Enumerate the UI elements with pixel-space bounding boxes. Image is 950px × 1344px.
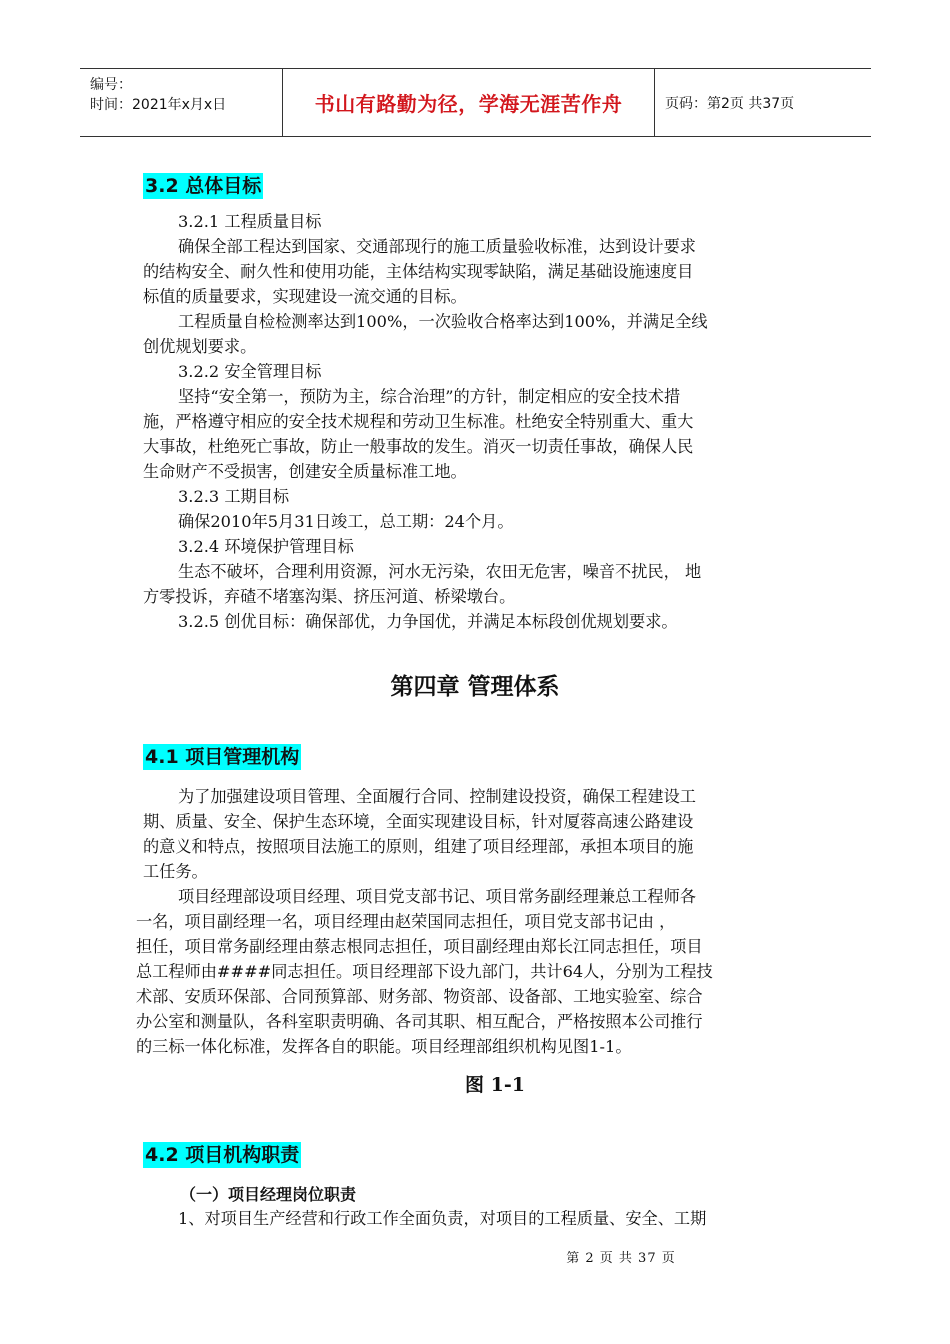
paragraph-line: 3.2.1 工程质量目标 [178, 212, 322, 231]
paragraph-line: 总工程师由####同志担任。项目经理部下设九部门，共计64人，分别为工程技 [136, 962, 713, 981]
paragraph-line: 术部、安质环保部、合同预算部、财务部、物资部、设备部、工地实验室、综合 [136, 987, 703, 1006]
paragraph-line: 方零投诉，弃碴不堵塞沟渠、挤压河道、桥梁墩台。 [143, 587, 516, 606]
page-info: 页码：第2页 共37页 [665, 95, 795, 112]
paragraph-line: 3.2.2 安全管理目标 [178, 362, 322, 381]
page-header [80, 68, 871, 137]
paragraph-line: 一名，项目副经理一名，项目经理由赵荣国同志担任，项目党支部书记由 ， [136, 912, 676, 931]
section-heading-3-2: 3.2 总体目标 [145, 175, 262, 197]
paragraph-line: 坚持“安全第一，预防为主，综合治理”的方针，制定相应的安全技术措 [178, 387, 681, 406]
paragraph-line: 施，严格遵守相应的安全技术规程和劳动卫生标准。杜绝安全特别重大、重大 [143, 412, 694, 431]
motto: 书山有路勤为径，学海无涯苦作舟 [283, 69, 655, 136]
paragraph-line: 的三标一体化标准，发挥各自的职能。项目经理部组织机构见图1-1。 [136, 1037, 632, 1056]
section-heading-4-1: 4.1 项目管理机构 [145, 746, 300, 768]
date-label: 时间：2021年x月x日 [90, 97, 227, 113]
paragraph-line: 为了加强建设项目管理、全面履行合同、控制建设投资，确保工程建设工 [178, 787, 696, 806]
paragraph-line: 担任，项目常务副经理由蔡志根同志担任，项目副经理由郑长江同志担任，项目 [136, 937, 703, 956]
paragraph-line: 生态不破坏，合理利用资源，河水无污染，农田无危害，噪音不扰民， 地 [178, 562, 702, 581]
subheading: （一）项目经理岗位职责 [180, 1185, 357, 1204]
paragraph-line: 3.2.5 创优目标：确保部优，力争国优，并满足本标段创优规划要求。 [178, 612, 678, 631]
paragraph-line: 确保2010年5月31日竣工，总工期：24个月。 [178, 512, 514, 531]
paragraph-line: 期、质量、安全、保护生态环境，全面实现建设目标，针对厦蓉高速公路建设 [143, 812, 694, 831]
paragraph-line: 办公室和测量队，各科室职责明确、各司其职、相互配合，严格按照本公司推行 [136, 1012, 703, 1031]
page-footer: 第 2 页 共 37 页 [566, 1251, 676, 1266]
section-heading-4-2: 4.2 项目机构职责 [145, 1144, 300, 1166]
number-label: 编号： [90, 77, 132, 93]
paragraph-line: 工任务。 [143, 862, 208, 881]
paragraph-line: 大事故，杜绝死亡事故，防止一般事故的发生。消灭一切责任事故，确保人民 [143, 437, 694, 456]
figure-caption: 图 1-1 [465, 1074, 525, 1096]
paragraph-line: 项目经理部设项目经理、项目党支部书记、项目常务副经理兼总工程师各 [178, 887, 696, 906]
paragraph-line: 确保全部工程达到国家、交通部现行的施工质量验收标准，达到设计要求 [178, 237, 696, 256]
paragraph-line: 1、对项目生产经营和行政工作全面负责，对项目的工程质量、安全、工期 [178, 1209, 707, 1228]
paragraph-line: 标值的质量要求，实现建设一流交通的目标。 [143, 287, 467, 306]
paragraph-line: 的意义和特点，按照项目法施工的原则，组建了项目经理部，承担本项目的施 [143, 837, 694, 856]
paragraph-line: 生命财产不受损害，创建安全质量标准工地。 [143, 462, 467, 481]
paragraph-line: 3.2.3 工期目标 [178, 487, 290, 506]
chapter-title: 第四章 管理体系 [390, 674, 560, 700]
paragraph-line: 的结构安全、耐久性和使用功能，主体结构实现零缺陷，满足基础设施速度目 [143, 262, 694, 281]
paragraph-line: 工程质量自检检测率达到100%，一次验收合格率达到100%，并满足全线 [178, 312, 708, 331]
header-left-cell [80, 69, 283, 136]
paragraph-line: 创优规划要求。 [143, 337, 257, 356]
paragraph-line: 3.2.4 环境保护管理目标 [178, 537, 354, 556]
